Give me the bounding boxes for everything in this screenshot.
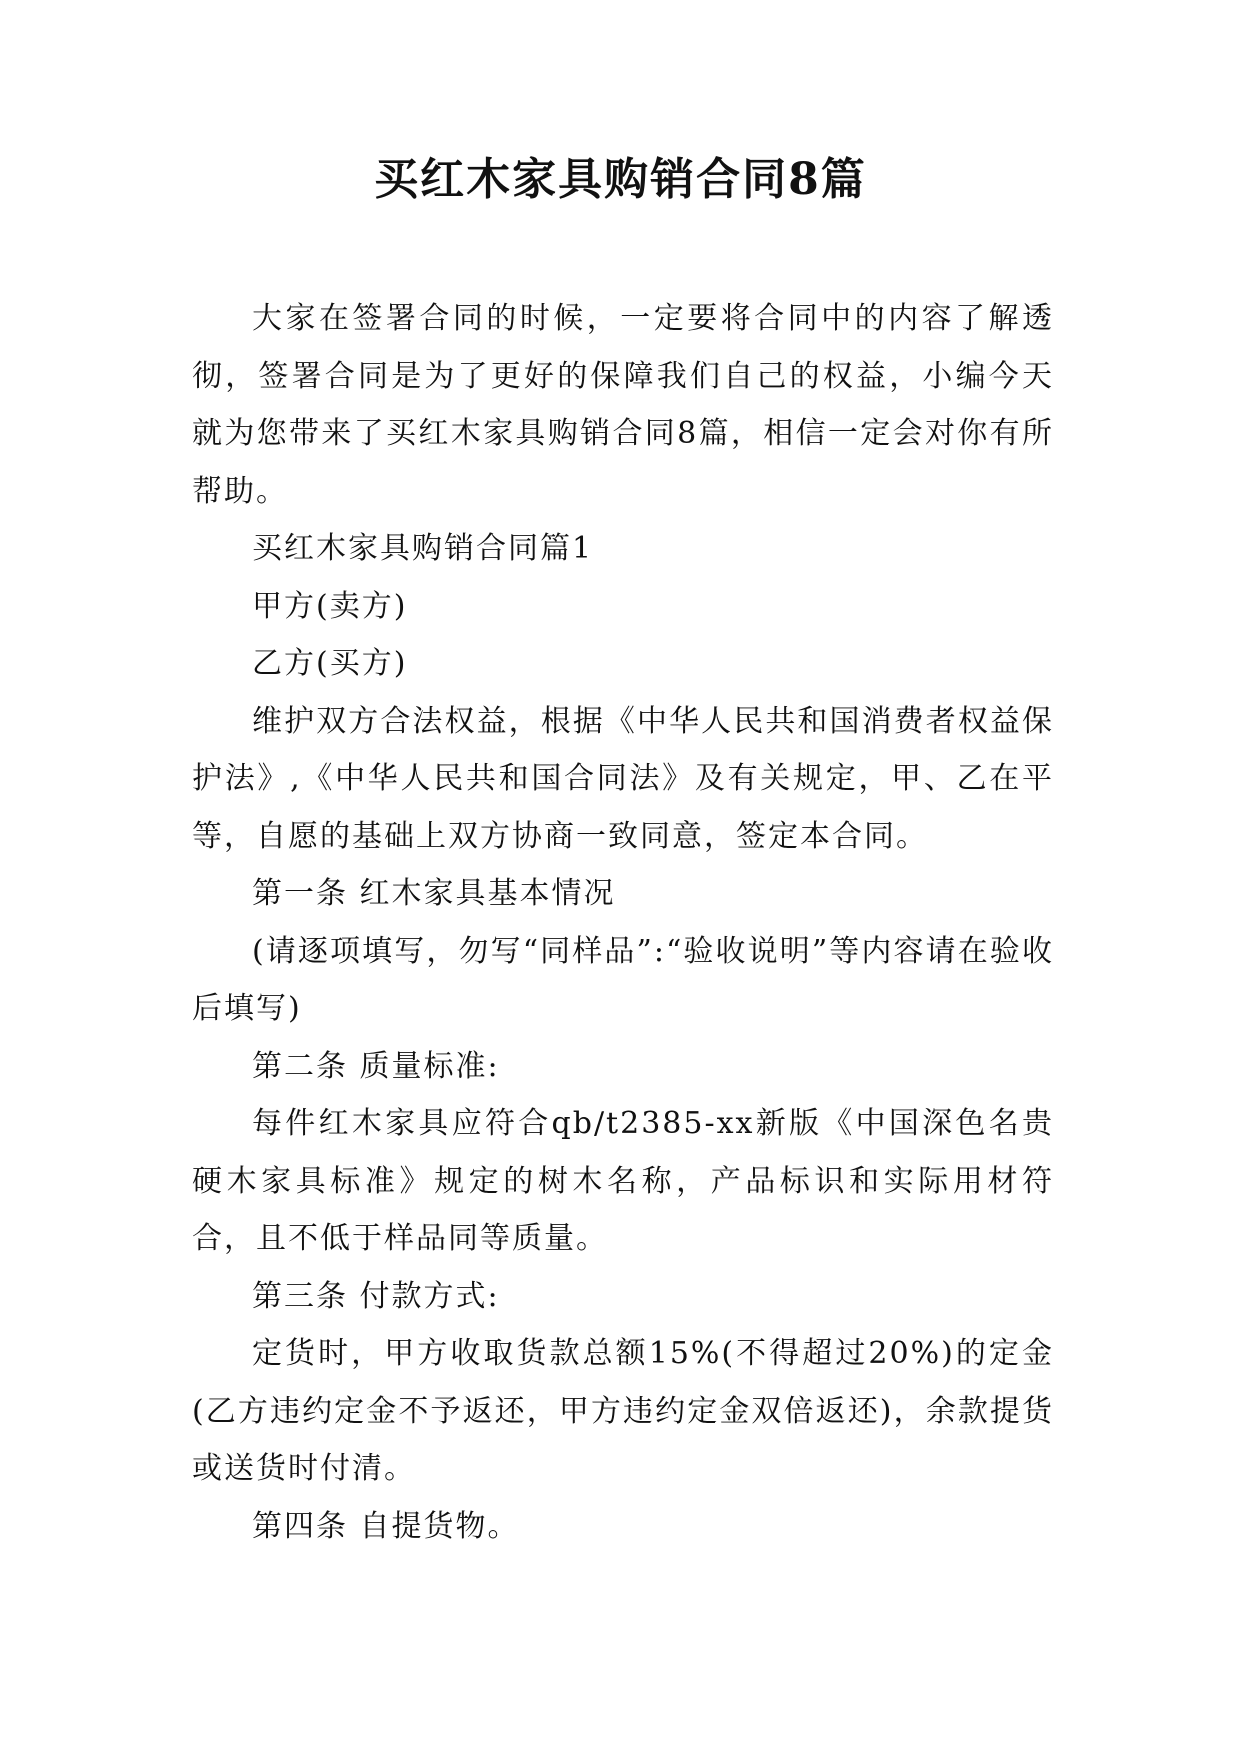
article-1-heading: 第一条 红木家具基本情况 bbox=[252, 876, 616, 911]
preamble-paragraph: 维护双方合法权益，根据《中华人民共和国消费者权益保护法》,《中华人民共和国合同法》及有关规定，甲、乙在平等，自愿的基础上双方协商一致同意，签定本合同。 bbox=[192, 703, 1054, 854]
intro-paragraph: 大家在签署合同的时候，一定要将合同中的内容了解透彻，签署合同是为了更好的保障我们自己的权益，小编今天就为您带来了买红木家具购销合同8篇，相信一定会对你有所帮助。 bbox=[192, 301, 1054, 509]
article-2-text: 每件红木家具应符合qb/t2385-xx新版《中国深色名贵硬木家具标准》规定的树木名称，产品标识和实际用材符合，且不低于样品同等质量。 bbox=[192, 1106, 1054, 1256]
document-title: 买红木家具购销合同8篇 bbox=[374, 154, 867, 205]
article-4-heading: 第四条 自提货物。 bbox=[252, 1508, 520, 1544]
party-b-line: 乙方(买方) bbox=[252, 646, 408, 681]
document-body bbox=[192, 290, 1054, 1555]
party-a-line: 甲方(卖方) bbox=[252, 588, 408, 624]
article-2-heading: 第二条 质量标准: bbox=[252, 1048, 500, 1084]
article-1-note: (请逐项填写，勿写“同样品”:“验收说明”等内容请在验收后填写) bbox=[192, 933, 1054, 1026]
contract-heading: 买红木家具购销合同篇1 bbox=[252, 531, 594, 566]
article-3-heading: 第三条 付款方式: bbox=[252, 1278, 500, 1314]
article-3-text: 定货时，甲方收取货款总额15%(不得超过20%)的定金(乙方违约定金不予返还，甲方违约定金双倍返还)，余款提货或送货时付清。 bbox=[192, 1336, 1054, 1486]
